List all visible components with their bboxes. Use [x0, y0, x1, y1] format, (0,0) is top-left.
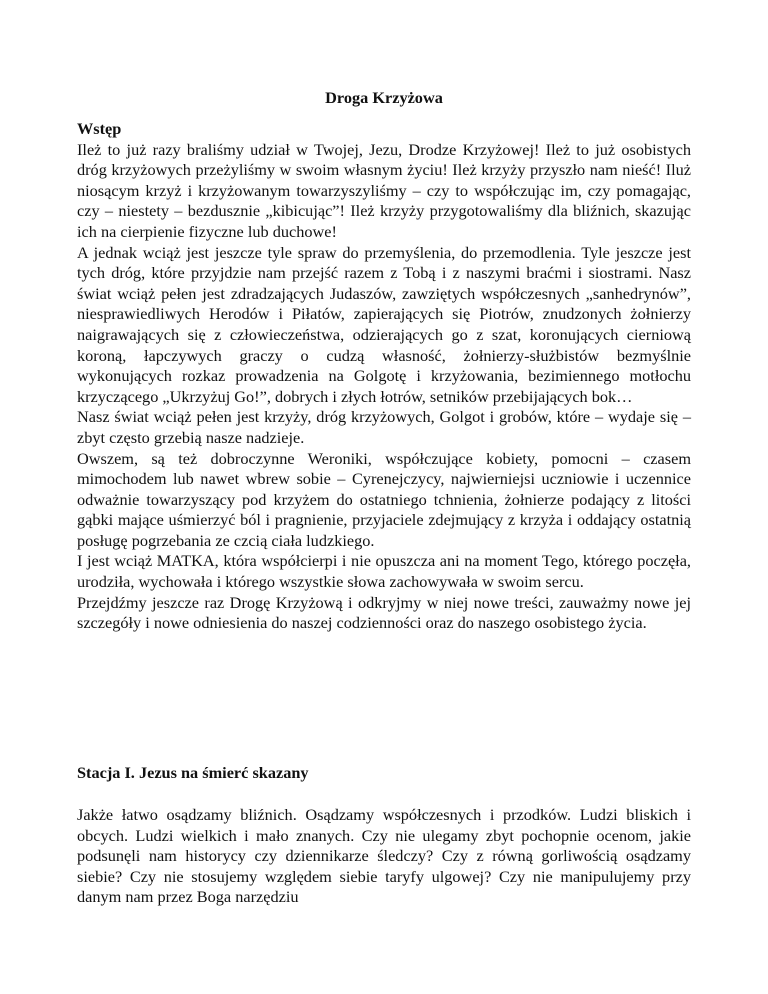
intro-paragraph: Przejdźmy jeszcze raz Drogę Krzyżową i odkryjmy w niej nowe treści, zauważmy nowe jej szczegóły i nowe odniesienia do naszej codzienności oraz do naszego osobistego życia.	[77, 592, 691, 633]
intro-paragraph: A jednak wciąż jest jeszcze tyle spraw do przemyślenia, do przemodlenia. Tyle jeszcze jest tych dróg, które przyjdzie nam przejść razem z Tobą i z naszymi braćmi i siostrami. Nasz świat wciąż pełen jest zdradzających Judaszów, zawziętych współczesnych „sanhedrynów”, niesprawiedliwych Herodów i Piłatów, zapierających się Piotrów, znudzonych żołnierzy naigrawających się z człowieczeństwa, odzierających go z szat, koronujących cierniową koroną, łapczywych graczy o cudzą własność, żołnierzy-służbistów bezmyślnie wykonujących rozkaz prowadzenia na Golgotę i krzyżowania, bezimiennego motłochu krzyczącego „Ukrzyżuj Go!”, dobrych i złych łotrów, setników przebijających bok…	[77, 242, 691, 406]
station-1-text: Jakże łatwo osądzamy bliźnich. Osądzamy współczesnych i przodków. Ludzi bliskich i obcych. Ludzi wielkich i mało znanych. Czy nie ulegamy zbyt pochopnie ocenom, jakie podsunęli nam historycy czy dziennikarze śledczy? Czy z równą gorliwością osądzamy siebie? Czy nie stosujemy względem siebie taryfy ulgowej? Czy nie manipulujemy przy danym nam przez Boga narzędziu	[77, 805, 691, 907]
intro-paragraph: Ileż to już razy braliśmy udział w Twojej, Jezu, Drodze Krzyżowej! Ileż to już osobistych dróg krzyżowych przeżyliśmy w swoim własnym życiu! Ileż krzyży przyszło nam nieść! Iluż niosącym krzyż i krzyżowanym towarzyszyliśmy – czy to współczując im, czy pomagając, czy – niestety – bezdusznie „kibicując”! Ileż krzyży przygotowaliśmy dla bliźnich, skazując ich na cierpienie fizyczne lub duchowe!	[77, 139, 691, 241]
intro-paragraph: Nasz świat wciąż pełen jest krzyży, dróg krzyżowych, Golgot i grobów, które – wydaje się – zbyt często grzebią nasze nadzieje.	[77, 407, 691, 447]
intro-section	[77, 119, 691, 634]
intro-paragraph: I jest wciąż MATKA, która współcierpi i nie opuszcza ani na moment Tego, którego poczęła, urodziła, wychowała i którego wszystkie słowa zachowywała w swoim sercu.	[77, 551, 691, 592]
intro-heading: Wstęp	[77, 119, 122, 138]
document-title: Droga Krzyżowa	[325, 88, 443, 107]
intro-paragraph: Owszem, są też dobroczynne Weroniki, współczujące kobiety, pomocni – czasem mimochodem lub nawet wbrew sobie – Cyrenejczycy, najwierniejsi uczniowie i uczennice odważnie towarzyszący pod krzyżem do ostatniego tchnienia, żołnierze podający z litości gąbki mające uśmierzyć ból i pragnienie, przyjaciele zdejmujący z krzyża i oddający ostatnią posługę pogrzebania ze czcią ciała ludzkiego.	[77, 448, 691, 550]
station-1-heading: Stacja I. Jezus na śmierć skazany	[77, 763, 309, 782]
